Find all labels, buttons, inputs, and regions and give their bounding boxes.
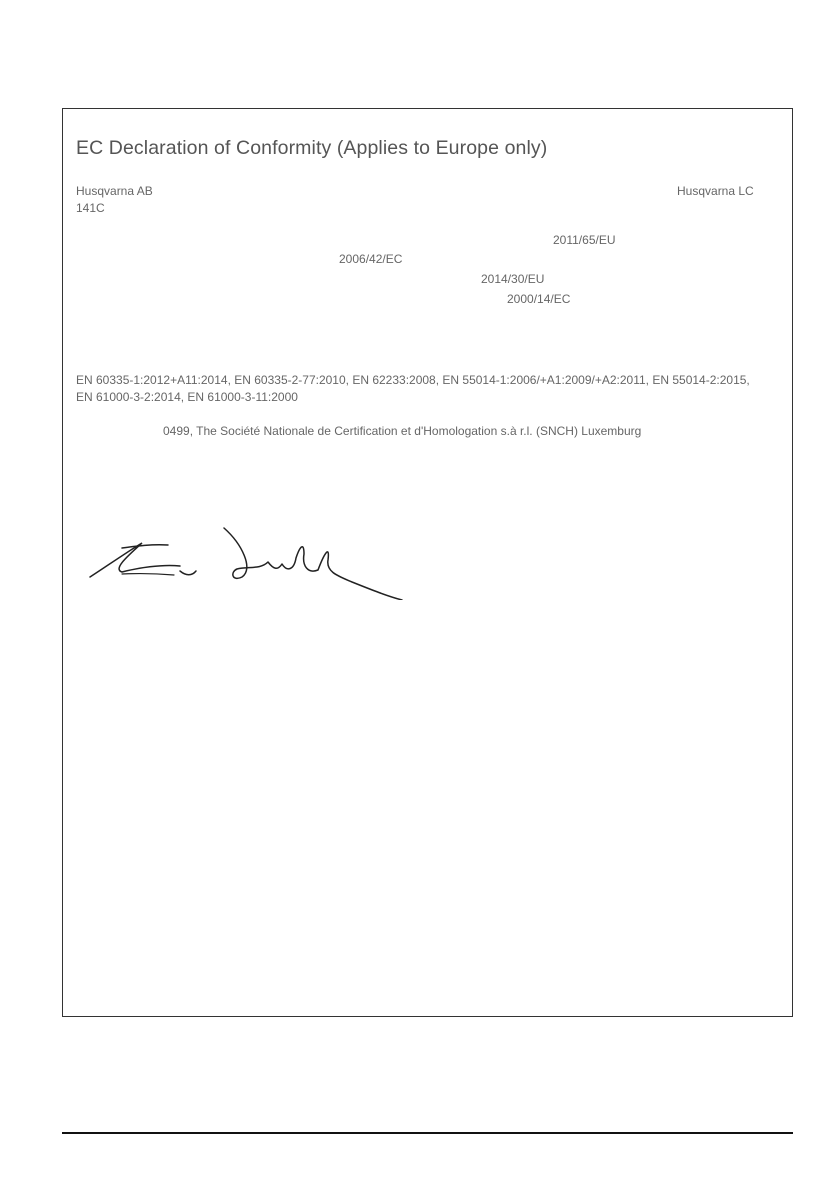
declaration-title: EC Declaration of Conformity (Applies to Europe only) xyxy=(76,137,548,159)
signature-image xyxy=(82,524,408,600)
applied-standards: EN 60335-1:2012+A11:2014, EN 60335-2-77:2010, EN 62233:2008, EN 55014-1:2006/+A1:2009/+A2:2011, EN 55014-2:2015, EN 61000-3-2:2014, EN 61000-3-11:2000 xyxy=(76,373,750,404)
product-brand: Husqvarna LC xyxy=(677,184,754,198)
notified-body: 0499, The Société Nationale de Certification et d'Homologation s.à r.l. (SNCH) Luxemburg xyxy=(163,424,642,438)
directive-rohs: 2011/65/EU xyxy=(553,233,616,247)
manufacturer-name: Husqvarna AB xyxy=(76,184,153,198)
directive-emc: 2014/30/EU xyxy=(481,272,545,286)
directive-machinery: 2006/42/EC xyxy=(339,252,403,266)
product-model: 141C xyxy=(76,201,105,215)
directive-noise: 2000/14/EC xyxy=(507,292,571,306)
footer-rule xyxy=(62,1132,793,1134)
